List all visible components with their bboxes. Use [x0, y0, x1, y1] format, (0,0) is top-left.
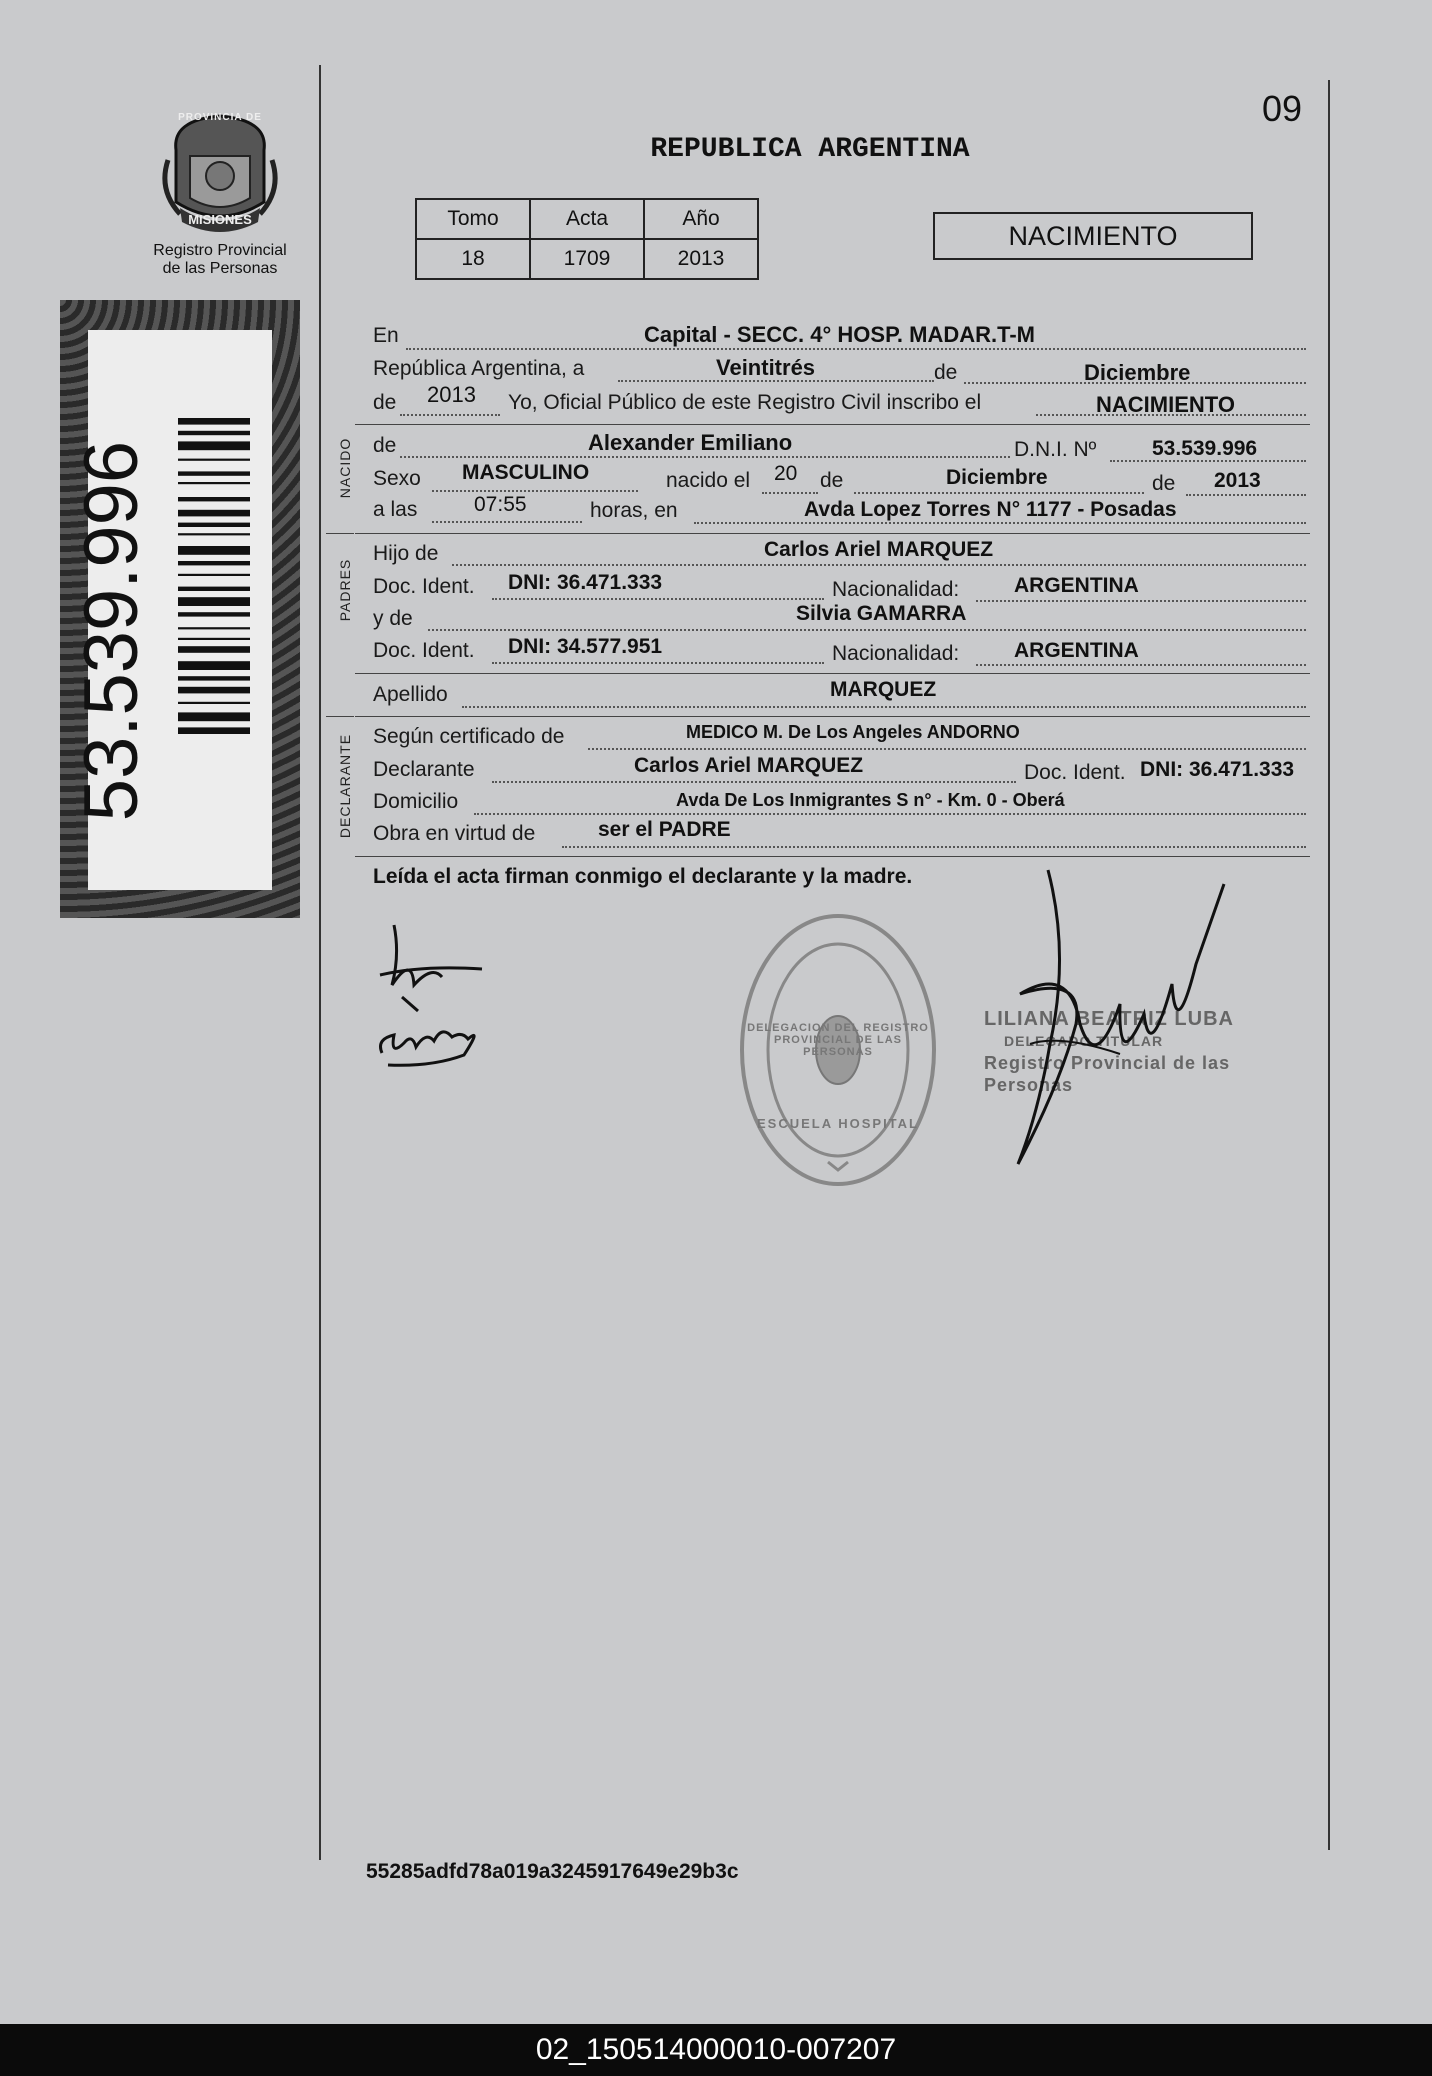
value-mes: Diciembre — [1084, 360, 1191, 385]
label-nacido-el: nacido el — [666, 469, 751, 492]
label-declarante: Declarante — [373, 758, 475, 781]
table-value-acta: 1709 — [530, 239, 644, 279]
label-de-2: de — [373, 391, 397, 414]
value-madre: Silvia GAMARRA — [796, 602, 967, 625]
section-divider — [326, 716, 354, 717]
label-doc-ident-3: Doc. Ident. — [1024, 761, 1126, 784]
label-nacionalidad-1: Nacionalidad: — [832, 578, 960, 601]
record-table — [415, 198, 759, 280]
label-doc-ident-1: Doc. Ident. — [373, 575, 475, 598]
record-table-header-row — [416, 199, 758, 239]
declarant-signature-icon — [372, 915, 522, 1075]
label-de-1: de — [934, 361, 958, 384]
row-underline — [355, 424, 1310, 425]
value-declarante-doc: DNI: 36.471.333 — [1140, 758, 1295, 781]
value-lugar: Capital - SECC. 4° HOSP. MADAR.T-M — [644, 322, 1035, 347]
value-nac-dia: 20 — [774, 462, 798, 485]
label-yo: Yo, Oficial Público de este Registro Civil inscribo el — [508, 391, 982, 414]
value-padre-nac: ARGENTINA — [1014, 574, 1139, 597]
label-doc-ident-2: Doc. Ident. — [373, 639, 475, 662]
value-declarante: Carlos Ariel MARQUEZ — [634, 754, 864, 777]
value-sexo: MASCULINO — [462, 461, 590, 484]
table-value-anio: 2013 — [644, 239, 758, 279]
label-sexo: Sexo — [373, 467, 421, 490]
side-label-padres: PADRES — [337, 558, 353, 622]
emblem-arc-text: PROVINCIA DE — [178, 112, 262, 123]
side-label-nacido: NACIDO — [337, 437, 353, 499]
closing-statement: Leída el acta firman conmigo el declarante y la madre. — [373, 865, 913, 888]
value-padre: Carlos Ariel MARQUEZ — [764, 538, 994, 561]
country-heading: REPUBLICA ARGENTINA — [650, 134, 970, 165]
label-de-name: de — [373, 434, 397, 457]
section-divider — [326, 533, 354, 534]
official-signature-icon — [1000, 864, 1240, 1174]
registry-line-1: Registro Provincial — [153, 242, 287, 259]
right-margin-line — [1328, 80, 1330, 1850]
value-tipo: NACIMIENTO — [1096, 392, 1235, 417]
label-segun: Según certificado de — [373, 725, 565, 748]
label-y-de: y de — [373, 607, 413, 630]
value-obra: ser el PADRE — [598, 818, 731, 841]
value-dia: Veintitrés — [716, 355, 816, 380]
seal-inner-text: ESCUELA HOSPITAL — [756, 1116, 919, 1131]
label-republica: República Argentina, a — [373, 357, 585, 380]
label-domicilio: Domicilio — [373, 790, 459, 813]
label-de-4: de — [1152, 472, 1176, 495]
value-lugar-nac: Avda Lopez Torres N° 1177 - Posadas — [804, 498, 1177, 521]
barcode-number: 53.539.996 — [69, 440, 154, 822]
document-hash: 55285adfd78a019a3245917649e29b3c — [366, 1860, 739, 1883]
side-label-declarante: DECLARANTE — [337, 733, 353, 839]
value-madre-doc: DNI: 34.577.951 — [508, 635, 663, 658]
row-underline — [355, 716, 1310, 717]
value-nombre: Alexander Emiliano — [588, 430, 793, 455]
value-hora: 07:55 — [474, 493, 527, 516]
emblem-banner: MISIONES — [188, 212, 252, 227]
seal-text: DELEGACION DEL REGISTRO PROVINCIAL DE LAS PERSONAS — [747, 1022, 929, 1058]
value-anio: 2013 — [427, 382, 476, 407]
table-header-anio: Año — [644, 199, 758, 239]
label-dni: D.N.I. Nº — [1014, 438, 1097, 461]
value-domicilio: Avda De Los Inmigrantes S n° - Km. 0 - Oberá — [676, 790, 1065, 810]
table-header-acta: Acta — [530, 199, 644, 239]
label-obra: Obra en virtud de — [373, 822, 536, 845]
label-en: En — [373, 324, 399, 347]
official-name: LILIANA BEATRIZ LUBA — [984, 1008, 1234, 1030]
registry-line-2: de las Personas — [162, 260, 278, 277]
record-type-box: NACIMIENTO — [933, 212, 1253, 260]
value-madre-nac: ARGENTINA — [1014, 639, 1139, 662]
row-underline — [355, 533, 1310, 534]
barcode-sticker — [60, 300, 300, 918]
registry-name — [140, 242, 300, 278]
scan-id-footer: 02_150514000010-007207 — [0, 2024, 1432, 2076]
value-apellido: MARQUEZ — [830, 678, 937, 701]
value-dni: 53.539.996 — [1152, 437, 1258, 460]
value-certificado: MEDICO M. De Los Angeles ANDORNO — [686, 722, 1020, 742]
label-hijo-de: Hijo de — [373, 542, 439, 565]
value-padre-doc: DNI: 36.471.333 — [508, 571, 663, 594]
left-margin-line — [319, 65, 321, 1860]
official-role: DELEGADO TITULAR — [1004, 1033, 1164, 1049]
table-header-tomo: Tomo — [416, 199, 530, 239]
table-value-tomo: 18 — [416, 239, 530, 279]
label-nacionalidad-2: Nacionalidad: — [832, 642, 960, 665]
value-nac-mes: Diciembre — [946, 466, 1048, 489]
record-table-value-row — [416, 239, 758, 279]
label-apellido: Apellido — [373, 683, 448, 706]
page-number: 09 — [1262, 88, 1303, 129]
label-de-3: de — [820, 469, 844, 492]
row-underline — [355, 856, 1310, 857]
row-underline — [355, 673, 1310, 674]
label-a-las: a las — [373, 498, 418, 521]
official-office: Registro Provincial de las Personas — [984, 1053, 1231, 1095]
value-nac-anio: 2013 — [1214, 469, 1261, 492]
barcode-icon — [178, 418, 250, 798]
label-horas-en: horas, en — [590, 499, 678, 522]
